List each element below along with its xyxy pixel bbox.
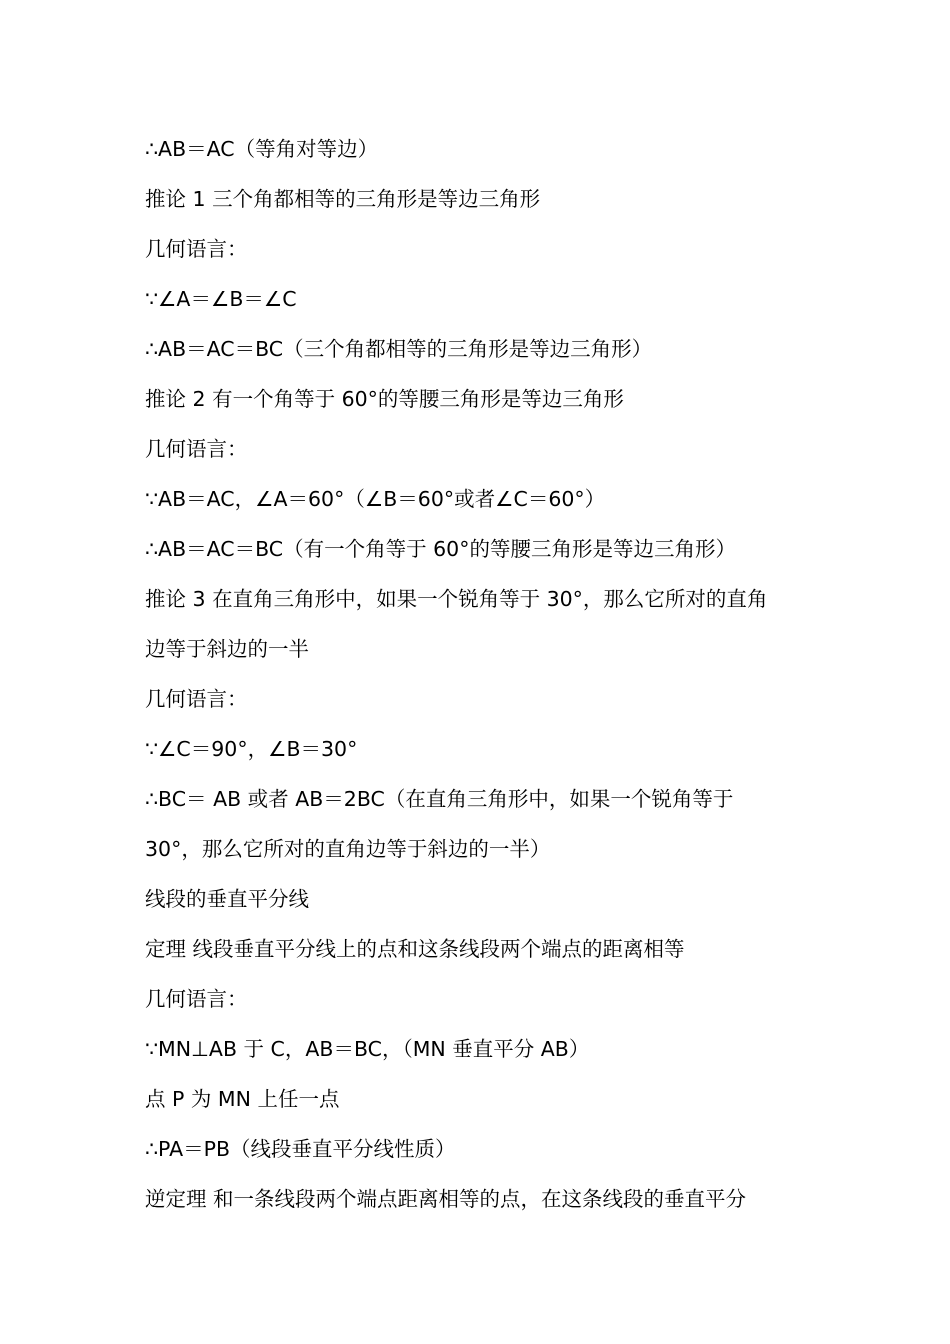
text-line: ∴AB＝AC＝BC（有一个角等于 60°的等腰三角形是等边三角形） [145, 537, 736, 561]
text-line: ∵∠C＝90°，∠B＝30° [145, 737, 358, 761]
text-line: 逆定理 和一条线段两个端点距离相等的点，在这条线段的垂直平分 [145, 1187, 747, 1211]
text-line: ∴PA＝PB（线段垂直平分线性质） [145, 1137, 456, 1161]
text-line: 推论 1 三个角都相等的三角形是等边三角形 [145, 187, 541, 211]
text-line: 边等于斜边的一半 [145, 637, 309, 661]
text-line: 推论 3 在直角三角形中，如果一个锐角等于 30°，那么它所对的直角 [145, 587, 768, 611]
document-body [145, 124, 825, 1224]
text-line: 几何语言： [145, 437, 248, 461]
text-line: ∵∠A＝∠B＝∠C [145, 287, 297, 311]
text-line: 几何语言： [145, 687, 248, 711]
text-line: ∵AB＝AC，∠A＝60°（∠B＝60°或者∠C＝60°） [145, 487, 606, 511]
text-line: ∴BC＝ AB 或者 AB＝2BC（在直角三角形中，如果一个锐角等于 [145, 787, 734, 811]
text-line: 30°，那么它所对的直角边等于斜边的一半） [145, 837, 551, 861]
text-line: ∴AB＝AC＝BC（三个角都相等的三角形是等边三角形） [145, 337, 653, 361]
text-line: 几何语言： [145, 237, 248, 261]
text-line: 点 P 为 MN 上任一点 [145, 1087, 340, 1111]
text-line: 定理 线段垂直平分线上的点和这条线段两个端点的距离相等 [145, 937, 685, 961]
text-line: 线段的垂直平分线 [145, 887, 309, 911]
text-line: 几何语言： [145, 987, 248, 1011]
text-line: ∴AB＝AC（等角对等边） [145, 137, 379, 161]
text-line: 推论 2 有一个角等于 60°的等腰三角形是等边三角形 [145, 387, 624, 411]
text-line: ∵MN⊥AB 于 C，AB＝BC，（MN 垂直平分 AB） [145, 1037, 590, 1061]
